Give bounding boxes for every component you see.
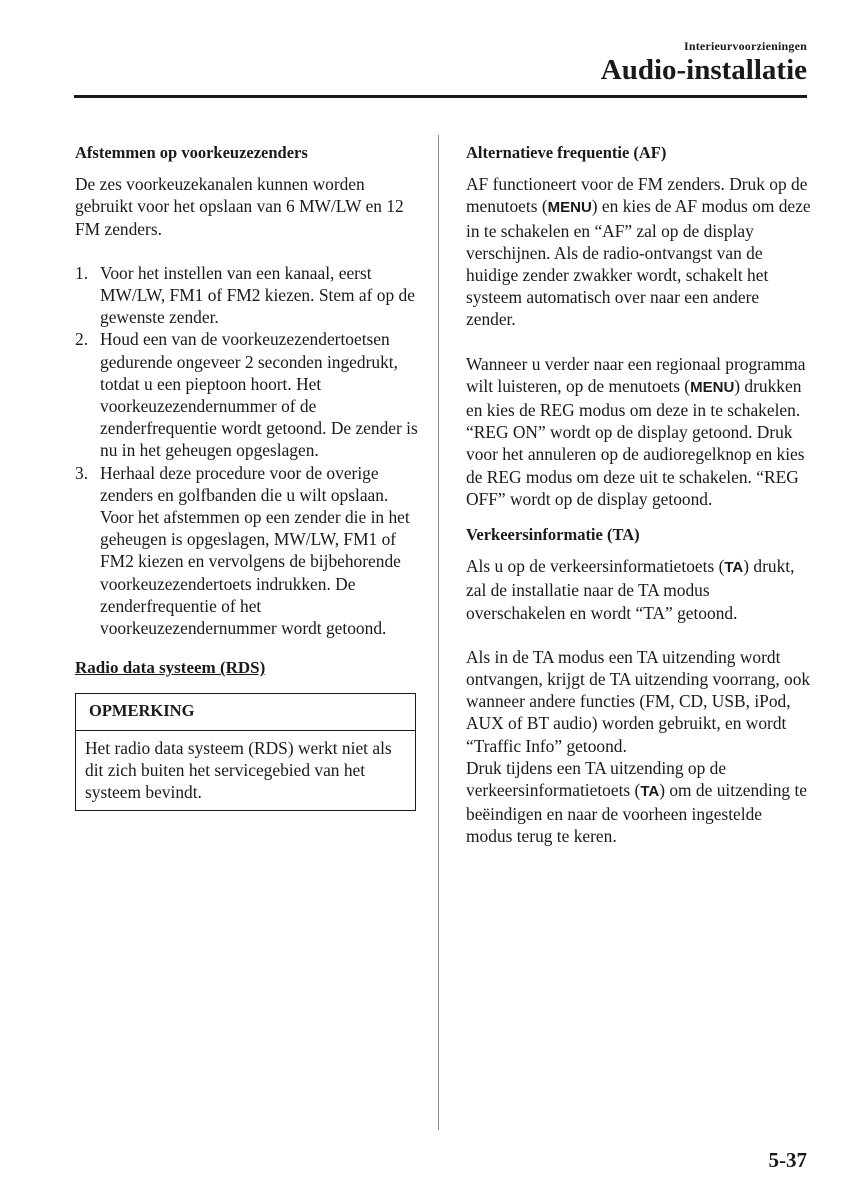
page-number: 5-37 (768, 1148, 807, 1172)
ta-button-label: TA (640, 783, 660, 801)
ta-paragraph-1: Als u op de verkeersinformatietoets (TA) drukt, zal de installatie naar de TA modus overschakelen en wordt “TA” getoond. (466, 556, 795, 623)
ta-paragraph-2: Als in de TA modus een TA uitzending wordt ontvangen, krijgt de TA uitzending voorrang, ook wanneer andere functies (FM, CD, USB, iPod, AUX of BT audio) worden gebruikt, en wordt “Traffic Info” getoond. (466, 646, 811, 756)
list-item (75, 262, 420, 329)
section-label: Interieurvoorzieningen (683, 39, 807, 53)
header-rule (74, 95, 807, 98)
step-text: Voor het instellen van een kanaal, eerst MW/LW, FM1 of FM2 kiezen. Stem af op de gewenste zender. (100, 262, 415, 328)
note-box (75, 693, 416, 811)
step-number: 3. (75, 462, 89, 483)
preset-intro: De zes voorkeuzekanalen kunnen worden gebruikt voor het opslaan van 6 MW/LW en 12 FM zenders. (75, 174, 404, 239)
step-text: Herhaal deze procedure voor de overige zenders en golfbanden die u wilt opslaan. Voor het afstemmen op een zender die in het geheugen is opgeslagen, MW/LW, FM1 of FM2 kiezen en vervolgens de bijbehorende voorkeuzezendertoets indrukken. De zenderfrequentie of het voorkeuzezendernummer wordt getoond. (100, 462, 410, 639)
af-heading: Alternatieve frequentie (AF) (466, 143, 667, 162)
step-number: 1. (75, 262, 89, 283)
column-divider (438, 135, 439, 1130)
page-title: Audio-installatie (600, 54, 807, 86)
menu-button-label: MENU (547, 199, 592, 217)
step-text: Houd een van de voorkeuzezendertoetsen gedurende ongeveer 2 seconden ingedrukt, totdat u een pieptoon hoort. Het voorkeuzezendernummer of de zenderfrequentie wordt getoond. De zender is nu in het geheugen opgeslagen. (100, 329, 418, 461)
af-paragraph-2: Wanneer u verder naar een regionaal programma wilt luisteren, op de menutoets (MENU) drukken en kies de REG modus om deze in te schakelen. “REG ON” wordt op de display getoond. Druk voor het annuleren op de audioregelknop en kies de REG modus om deze uit te schakelen. “REG OFF” wordt op de display getoond. (466, 353, 806, 509)
preset-heading: Afstemmen op voorkeuzezenders (75, 143, 308, 162)
note-text: Het radio data systeem (RDS) werkt niet als dit zich buiten het servicegebied van het systeem bevindt. (85, 737, 392, 803)
ta-heading: Verkeersinformatie (TA) (466, 525, 640, 545)
rds-heading: Radio data systeem (RDS) (75, 658, 266, 678)
right-column (466, 142, 811, 870)
left-column (75, 142, 420, 811)
step-number: 2. (75, 329, 89, 350)
menu-button-label: MENU (690, 378, 735, 396)
note-label: OPMERKING (76, 694, 415, 730)
list-item (75, 462, 420, 640)
preset-steps-list (75, 262, 420, 639)
ta-paragraph-3: Druk tijdens een TA uitzending op de verkeersinformatietoets (TA) om de uitzending te beëindigen en naar de voorheen ingestelde modus terug te keren. (466, 757, 807, 847)
ta-button-label: TA (724, 559, 744, 577)
list-item (75, 328, 420, 461)
af-paragraph-1: AF functioneert voor de FM zenders. Druk op de menutoets (MENU) en kies de AF modus om deze in te schakelen en “AF” zal op de display verschijnen. Als de radio-ontvangst van de huidige zender zwakker wordt, schakelt het systeem automatisch over naar een andere zender. (466, 174, 811, 330)
